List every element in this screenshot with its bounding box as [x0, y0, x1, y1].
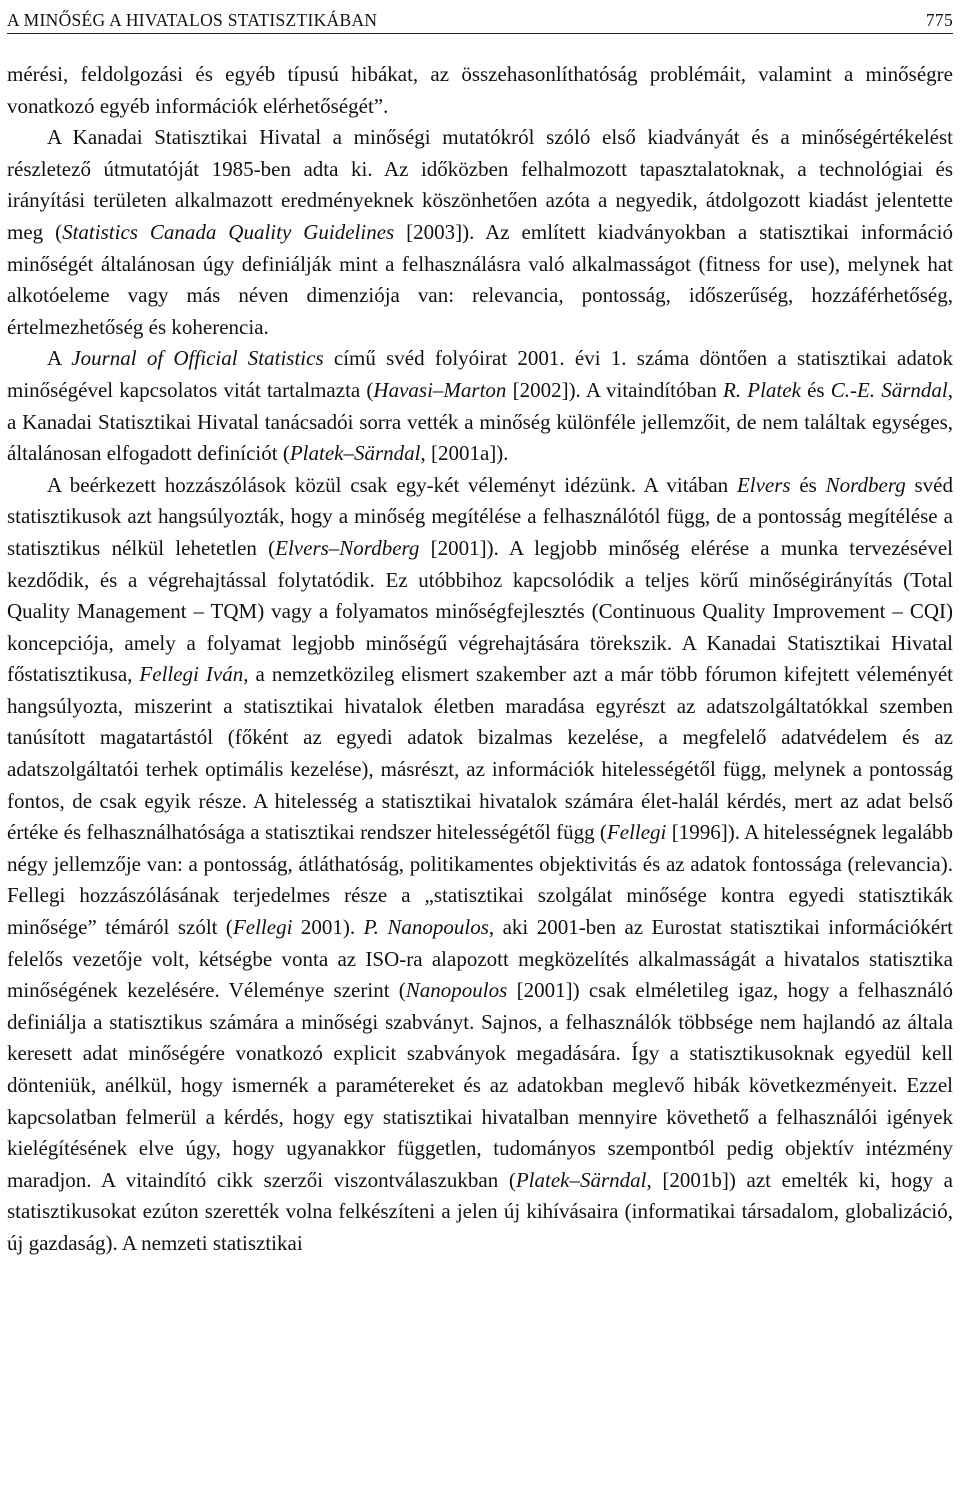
italic-reference: Nordberg	[825, 472, 906, 497]
text-run: , [2001b]) azt emelték ki, hogy a statisztikusokat ezúton szerették volna felkészíteni a jelen új kihívásaira (informatikai társadalom, globalizáció, új gazdaság). A nemzeti statisztikai	[7, 1167, 953, 1255]
italic-reference: Havasi–Marton	[373, 377, 507, 402]
text-run: A	[47, 346, 72, 371]
text-run: című svéd folyóirat 2001. évi 1. száma döntően a statisztikai adatok minőségével kapcsolatos vitát tartalmazta (	[7, 346, 953, 402]
italic-reference: Journal of Official Statistics	[71, 346, 324, 371]
paragraph	[7, 59, 953, 122]
text-run: 2001).	[292, 915, 364, 940]
italic-reference: Elvers–Nordberg	[275, 535, 420, 560]
text-run: [2001]). A legjobb minőség elérése a munka tervezésével kezdődik, és a végrehajtással folytatódik. Ez utóbbihoz kapcsolódik a teljes körű minőségirányítás (Total Quality Management – TQM) vagy a folyamatos minőségfejlesztés (Continuous Quality Improvement – CQI) koncepciója, amely a folyamat legjobb minőségű végrehajtására törekszik. A Kanadai Statisztikai Hivatal főstatisztikusa,	[7, 535, 954, 687]
text-run: svéd statisztikusok azt hangsúlyozták, hogy a minőség megítélése a felhasználótól függ, de a pontosság megítélése a statisztikus nélkül lehetetlen (	[7, 472, 953, 560]
text-run: mérési, feldolgozási és egyéb típusú hibákat, az összehasonlíthatóság problémáit, valamint a minőségre vonatkozó egyéb információk elérhetőségét”.	[7, 62, 953, 118]
italic-reference: Statistics Canada Quality Guidelines	[62, 219, 395, 244]
text-run: és	[790, 472, 826, 497]
text-run: , aki 2001-ben az Eurostat statisztikai információkért felelős vezetője volt, kétségbe vonta az ISO-ra alapozott megközelítés alkalmasságát a hivatalos statisztika minőségének kezelésére. Véleménye szerint (	[7, 915, 954, 1003]
italic-reference: Fellegi Iván	[139, 662, 244, 687]
italic-reference: Elvers	[736, 472, 791, 497]
text-run: [1996]). A hitelességnek legalább négy jellemzője van: a pontosság, átláthatóság, politikamentes objektivitás és az adatok fontossága (relevancia). Fellegi hozzászólásának terjedelmes része a „statisztikai szolgálat minősége kontra egyedi statisztikák minősége” témáról szólt (	[7, 820, 953, 940]
body-text	[7, 59, 953, 1260]
text-run: , a nemzetközileg elismert szakember azt a már több fórumon kifejtett véleményét hangsúlyozta, miszerint a statisztikai hivatalok életben maradása egyrészt az adatszolgáltatókkal szemben tanúsított magatartástól (főként az egyedi adatok bizalmas kezelése, a megfelelő adatvédelem és az adatszolgáltatói terhek optimális kezelése), másrészt, az információk hitelességétől függ, melynek a pontosság fontos, de csak egyik része. A hitelesség a statisztikai hivatalok számára élet-halál kérdés, mert az adat belső értéke és felhasználhatósága a statisztikai rendszer hitelességétől függ (	[7, 662, 954, 845]
text-run: és	[800, 377, 831, 402]
text-run: [2003]). Az említett kiadványokban a statisztikai információ minőségét általánosan úgy definiálják mint a felhasználásra való alkalmasságot (fitness for use), melynek hat alkotóeleme vagy más néven dimenziója van: relevancia, pontosság, időszerűség, hozzáférhetőség, értelmezhetőség és koherencia.	[7, 219, 953, 339]
text-run: A beérkezett hozzászólások közül csak egy-két véleményt idézünk. A vitában	[47, 472, 737, 497]
italic-reference: Fellegi	[232, 915, 293, 940]
italic-reference: R. Platek	[723, 377, 801, 402]
text-run: A Kanadai Statisztikai Hivatal a minőségi mutatókról szóló első kiadványát és a minőségértékelést részletező útmutatóját 1985-ben adta ki. Az időközben felhalmozott tapasztalatoknak, a technológiai és irányítási területen alkalmazott eredményeknek köszönhetően azóta a negyedik, átdolgozott kiadást jelentette meg (	[7, 125, 953, 244]
italic-reference: Nanopoulos	[405, 978, 508, 1003]
paragraph	[7, 470, 953, 1260]
italic-reference: Fellegi	[606, 820, 667, 845]
paragraph	[7, 343, 953, 469]
italic-reference: P. Nanopoulos	[363, 915, 489, 940]
running-header-title: A MINŐSÉG A HIVATALOS STATISZTIKÁBAN	[7, 10, 378, 30]
running-header	[7, 0, 953, 34]
text-run: [2001]) csak elméletileg igaz, hogy a felhasználó definiálja a statisztikus számára a minőségi szabványt. Sajnos, a felhasználók többsége nem hajlandó az általa keresett adat minőségére vonatkozó explicit szabványok megadására. Így a statisztikusoknak egyedül kell dönteniük, anélkül, hogy ismernék a paramétereket és az adatokban meglevő hibák következményeit. Ezzel kapcsolatban felmerül a kérdés, hogy egy statisztikai hivatalban mennyire követhető a felhasználói igények kielégítésének elve úgy, hogy ugyanakkor független, tudományos szempontból pedig objektív intézmény maradjon. A vitaindító cikk szerzői viszontválaszukban (	[7, 978, 953, 1192]
paragraph	[7, 122, 953, 343]
italic-reference: Platek–Särndal	[289, 441, 421, 466]
page-number: 775	[925, 10, 953, 30]
text-run: , [2001a]).	[420, 441, 509, 466]
text-run: [2002]). A vitaindítóban	[506, 377, 723, 402]
text-run: , a Kanadai Statisztikai Hivatal tanácsadói sorra vették a minőség különféle jellemzőit, de nem találtak egységes, általánosan elfogadott definíciót (	[7, 377, 953, 466]
italic-reference: Platek–Särndal	[515, 1167, 647, 1192]
italic-reference: C.-E. Särndal	[830, 377, 948, 402]
